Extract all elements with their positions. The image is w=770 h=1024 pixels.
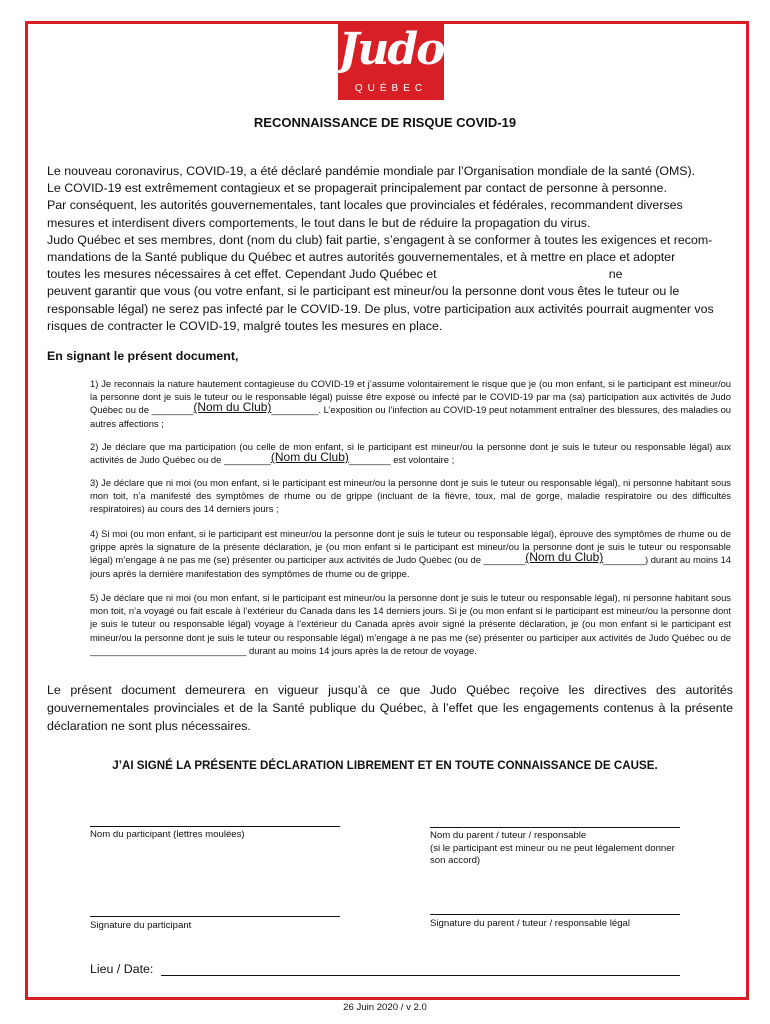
document-version-footer: 26 Juin 2020 / v 2.0 <box>343 1002 427 1013</box>
intro-line: Par conséquent, les autorités gouvernementales, tant locales que provinciales et fédérales, recommandent diverses <box>47 198 683 213</box>
place-date-line[interactable] <box>161 975 680 976</box>
clause-2-text-a: 2) Je déclare que ma participation (ou celle de mon enfant, si le participant est mineur/ou la personne dont je suis le tuteur ou responsable légal) aux activités de Judo Québec ou de _________ <box>90 441 731 466</box>
logo-wordmark: Judo <box>338 24 444 75</box>
parent-name-line[interactable] <box>430 827 680 828</box>
participant-name-line[interactable] <box>90 826 340 827</box>
intro-line: Le COVID-19 est extrêmement contagieux et se propagerait principalement par contact de personne à personne. <box>47 181 667 196</box>
participant-name-label: Nom du participant (lettres moulées) <box>90 829 245 840</box>
parent-name-label <box>430 830 682 868</box>
intro-line: mandations de la Santé publique du Québec et autres autorités gouvernementales, et à mettre en place et adopter <box>47 250 676 265</box>
clause-1 <box>90 377 731 430</box>
club-name-field[interactable]: (Nom du Club) <box>270 450 349 465</box>
intro-line: Judo Québec et ses membres, dont (nom du club) fait partie, s’engagent à se conformer à toutes les exigences et recom- <box>47 232 713 247</box>
intro-paragraph <box>47 163 725 335</box>
intro-line: peuvent garantir que vous (ou votre enfant, si le participant est mineur/ou la personne dont vous êtes le tuteur ou le <box>47 284 680 299</box>
clause-3: 3) Je déclare que ni moi (ou mon enfant, si le participant est mineur/ou la personne dont je suis le tuteur ou responsable légal), ni personne habitant sous mon toit, n’a manifesté des symptômes de rhume ou de grippe (incluant de la fièvre, toux, mal de gorge, maladie respiratoire ou des difficultés respiratoires) au cours des 14 derniers jours ; <box>90 477 731 515</box>
place-date-label: Lieu / Date: <box>90 962 154 976</box>
closing-paragraph: Le présent document demeurera en vigueur jusqu’à ce que Judo Québec reçoive les directives des autorités gouvernementales provinciales et de la Santé publique du Québec, à l’effet que les engagements contenus à la présente déclaration ne sont plus nécessaires. <box>47 683 733 733</box>
declaration-statement: J’AI SIGNÉ LA PRÉSENTE DÉCLARATION LIBREMENT ET EN TOUTE CONNAISSANCE DE CAUSE. <box>112 759 658 772</box>
participant-signature-label: Signature du participant <box>90 920 192 931</box>
clause-4 <box>90 527 731 580</box>
club-name-field[interactable]: (Nom du Club) <box>525 550 604 565</box>
intro-line: mesures et interdisent divers comportements, le tout dans le but de réduire la propagation du virus. <box>47 215 591 230</box>
clause-2 <box>90 440 731 466</box>
clause-4-text-a: 4) Si moi (ou mon enfant, si le participant est mineur/ou la personne dont je suis le tuteur ou responsable légal), éprouve des symptômes de rhume ou de grippe après la signature de la présente déclaration, je (ou mon enfant si le participant est mineur/ou la personne dont je suis le tuteur ou responsable légal) m’engage à ne pas me (se) présenter ou participer aux activités de Judo Québec (ou de ________ <box>90 528 731 566</box>
parent-name-label-text: Nom du parent / tuteur / responsable <box>430 830 587 841</box>
document-title: RECONNAISSANCE DE RISQUE COVID-19 <box>253 115 517 130</box>
logo-subtitle: QUÉBEC <box>354 83 428 94</box>
clause-1-text-b: _________. L’exposition ou l’infection au COVID-19 peut notamment entraîner des blessures, des maladies ou autres affections ; <box>90 404 731 429</box>
parent-signature-label: Signature du parent / tuteur / responsable légal <box>430 918 631 929</box>
clause-5: 5) Je déclare que ni moi (ou mon enfant, si le participant est mineur/ou la personne dont je suis le tuteur ou responsable légal), ni personne habitant sous mon toit, n’a voyagé ou fait escale à l’extérieur du Canada dans les 14 derniers jours. Si je (ou mon enfant si le participant est mineur/ou la personne dont je suis le tuteur ou responsable légal) voyage à l’extérieur du Canada après avoir signé la présente déclaration, je (ou mon enfant si le participant est mineur/ou la personne dont je suis le tuteur ou responsable légal) m’engage à ne pas me (se) présenter ou participer aux activités de Judo Québec ou de ______________________________ durant au moins 14 jours après la de retour de voyage. <box>90 592 731 656</box>
signing-heading: En signant le présent document, <box>47 349 239 363</box>
parent-signature-line[interactable] <box>430 914 680 915</box>
club-name-field[interactable]: (Nom du Club) <box>193 400 272 415</box>
parent-name-note: (si le participant est mineur ou ne peut légalement donner son accord) <box>430 842 675 866</box>
judo-quebec-logo <box>338 24 444 100</box>
intro-line: toutes les mesures nécessaires à cet effet. Cependant Judo Québec et ne <box>47 267 623 282</box>
clause-4-text-b: ________) durant au moins 14 jours après la dernière manifestation des symptômes de rhume ou de grippe. <box>90 554 731 579</box>
participant-signature-line[interactable] <box>90 916 340 917</box>
intro-line: Le nouveau coronavirus, COVID-19, a été déclaré pandémie mondiale par l’Organisation mondiale de la santé (OMS). <box>47 164 696 178</box>
clause-2-text-b: ________ est volontaire ; <box>348 454 455 466</box>
clause-1-text-a: 1) Je reconnais la nature hautement contagieuse du COVID-19 et j’assume volontairement le risque que je (ou mon enfant, si le participant est mineur/ou la personne dont je suis le tuteur ou le responsable légal) puisse être exposé ou infecté par le COVID-19 par ma (sa) participation aux activités de Judo Québec ou de ________ <box>90 378 731 416</box>
intro-line: responsable légal) ne serez pas infecté par le COVID-19. De plus, votre participation aux activités pourrait augmenter vos <box>47 301 714 316</box>
intro-line: risques de contracter le COVID-19, malgré toutes les mesures en place. <box>47 318 443 333</box>
